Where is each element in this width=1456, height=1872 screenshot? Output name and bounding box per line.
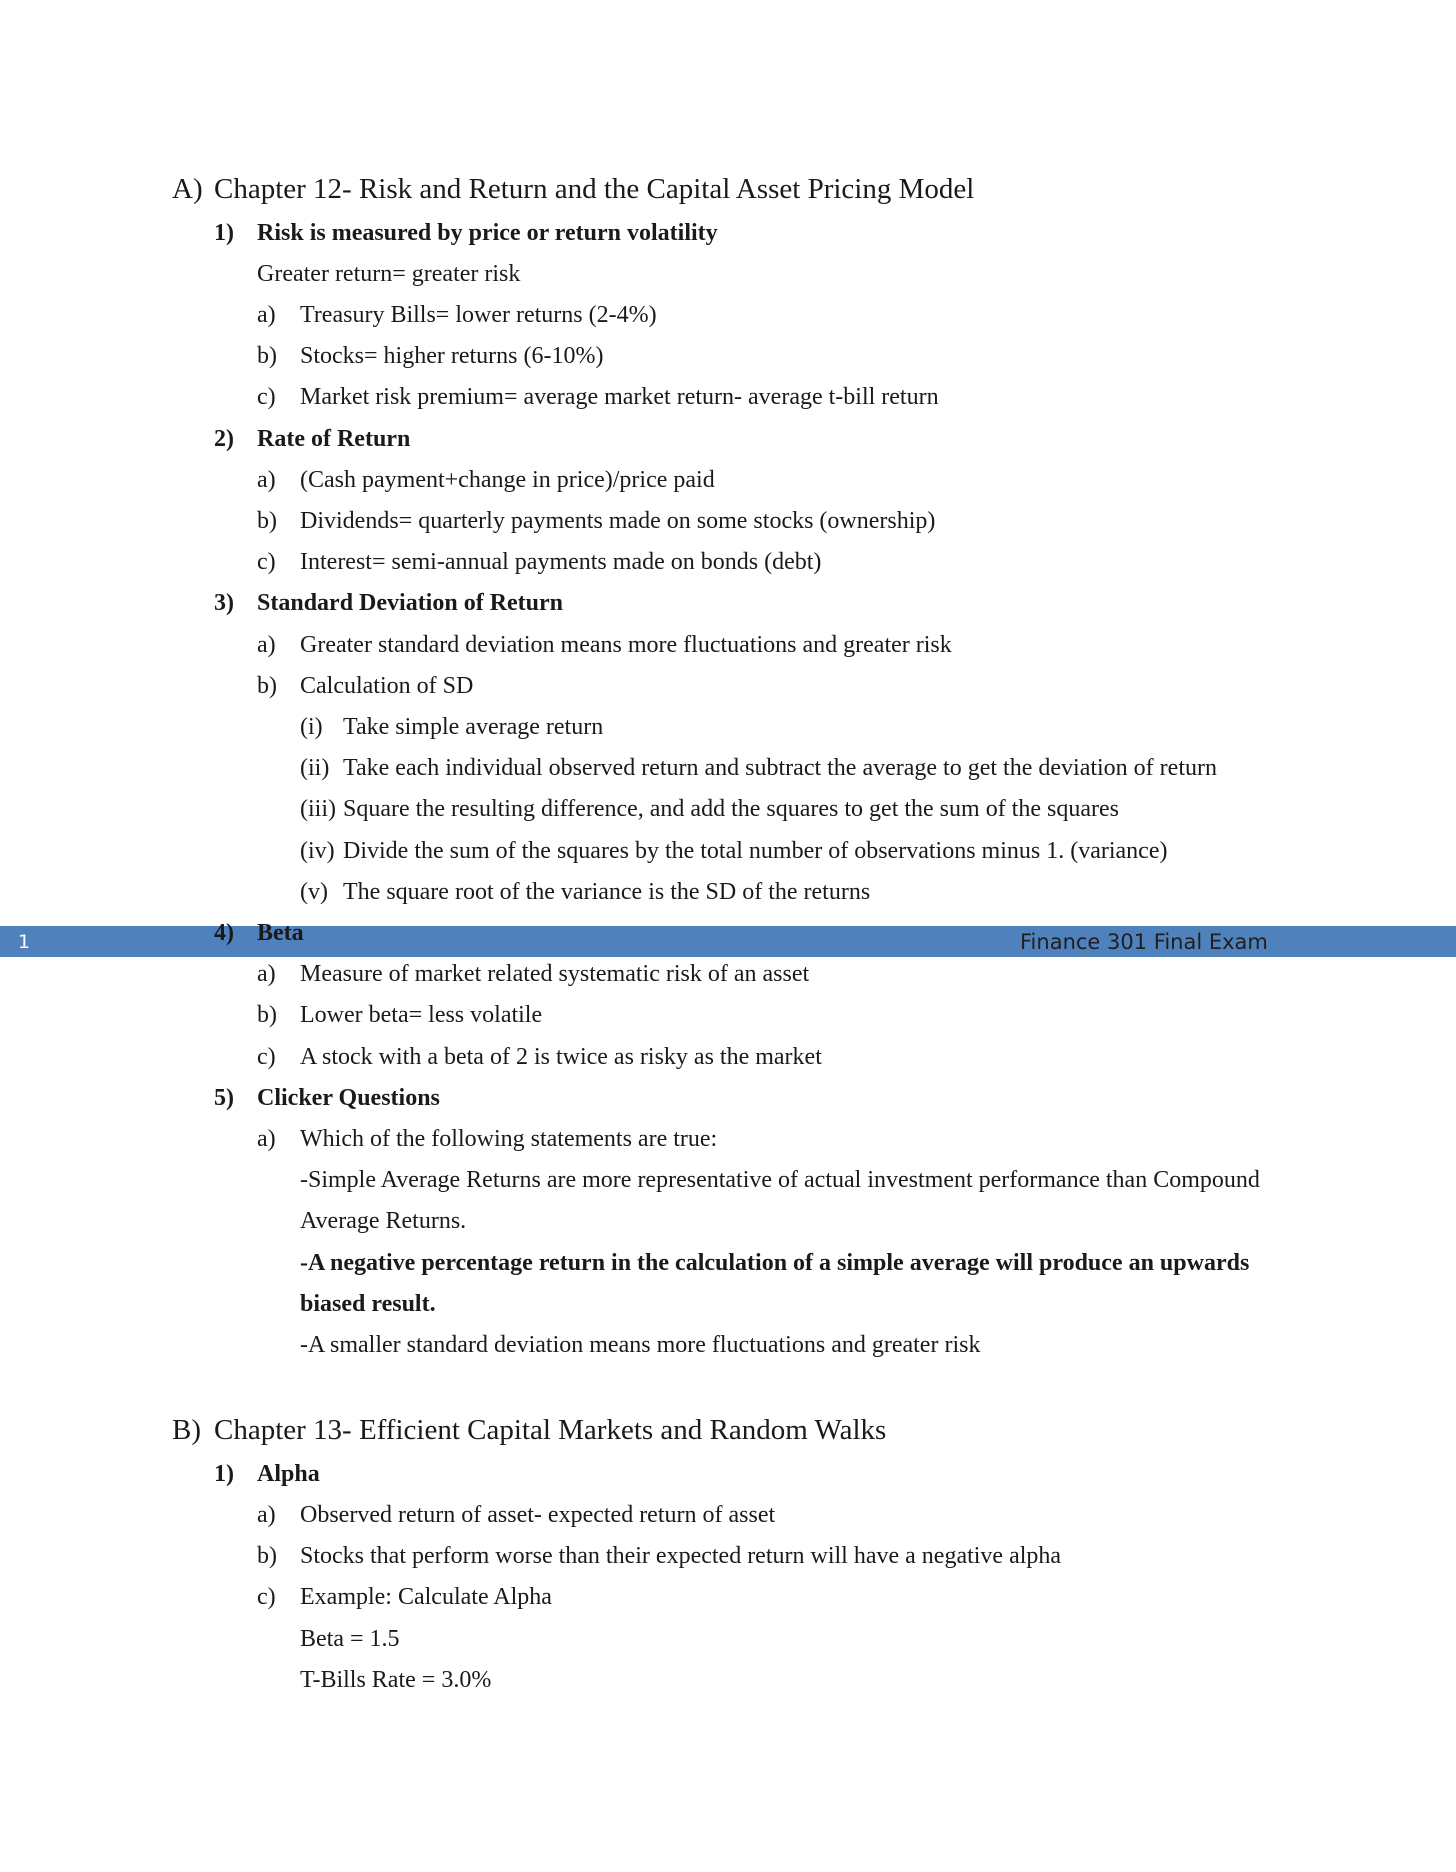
sub-text: Lower beta= less volatile (300, 1002, 543, 1028)
sub-text: Treasury Bills= lower returns (2-4%) (300, 302, 657, 328)
item-marker: 4) (214, 920, 234, 946)
item-title: Beta (257, 920, 304, 946)
sub-marker: c) (257, 384, 276, 410)
sub-marker: a) (257, 1502, 276, 1528)
item-marker: 2) (214, 426, 234, 452)
item-marker: 1) (214, 220, 234, 246)
option-text: biased result. (300, 1291, 436, 1317)
item-title: Rate of Return (257, 426, 411, 452)
step-marker: (iv) (300, 838, 335, 864)
sub-text: Interest= semi-annual payments made on bonds (debt) (300, 549, 822, 575)
sub-marker: c) (257, 1044, 276, 1070)
step-text: Divide the sum of the squares by the total number of observations minus 1. (variance) (343, 838, 1168, 864)
sub-marker: a) (257, 302, 276, 328)
example-text: Beta = 1.5 (300, 1626, 400, 1652)
sub-marker: b) (257, 673, 277, 699)
step-text: Take each individual observed return and subtract the average to get the deviation of return (343, 755, 1217, 781)
sub-text: Market risk premium= average market return- average t-bill return (300, 384, 939, 410)
page-number: 1 (18, 931, 31, 953)
item-title: Risk is measured by price or return volatility (257, 220, 718, 246)
sub-marker: a) (257, 961, 276, 987)
section-marker: B) (172, 1414, 201, 1446)
sub-text: Stocks= higher returns (6-10%) (300, 343, 604, 369)
example-text: T-Bills Rate = 3.0% (300, 1667, 492, 1693)
section-heading: Chapter 12- Risk and Return and the Capital Asset Pricing Model (214, 173, 975, 205)
sub-text: Measure of market related systematic risk of an asset (300, 961, 810, 987)
step-marker: (i) (300, 714, 323, 740)
sub-marker: a) (257, 632, 276, 658)
item-title: Clicker Questions (257, 1085, 440, 1111)
intro-text: Greater return= greater risk (257, 261, 521, 287)
sub-text: Stocks that perform worse than their expected return will have a negative alpha (300, 1543, 1062, 1569)
option-text: -Simple Average Returns are more representative of actual investment performance than Compound (300, 1167, 1260, 1193)
sub-text: Greater standard deviation means more fluctuations and greater risk (300, 632, 952, 658)
option-text: -A negative percentage return in the calculation of a simple average will produce an upwards (300, 1250, 1250, 1276)
sub-text: Which of the following statements are true: (300, 1126, 718, 1152)
step-text: The square root of the variance is the SD of the returns (343, 879, 871, 905)
item-title: Standard Deviation of Return (257, 590, 564, 616)
sub-marker: b) (257, 508, 277, 534)
step-text: Square the resulting difference, and add the squares to get the sum of the squares (343, 796, 1119, 822)
item-title: Alpha (257, 1461, 320, 1487)
item-marker: 3) (214, 590, 234, 616)
document-title: Finance 301 Final Exam (1020, 930, 1268, 954)
step-marker: (v) (300, 879, 328, 905)
step-text: Take simple average return (343, 714, 604, 740)
sub-marker: b) (257, 343, 277, 369)
sub-text: Dividends= quarterly payments made on some stocks (ownership) (300, 508, 936, 534)
section-marker: A) (172, 173, 203, 205)
step-marker: (ii) (300, 755, 330, 781)
sub-text: Observed return of asset- expected return of asset (300, 1502, 776, 1528)
sub-marker: c) (257, 1584, 276, 1610)
option-text: -A smaller standard deviation means more fluctuations and greater risk (300, 1332, 981, 1358)
sub-marker: a) (257, 467, 276, 493)
sub-marker: c) (257, 549, 276, 575)
sub-text: A stock with a beta of 2 is twice as risky as the market (300, 1044, 822, 1070)
item-marker: 1) (214, 1461, 234, 1487)
sub-marker: a) (257, 1126, 276, 1152)
section-heading: Chapter 13- Efficient Capital Markets and Random Walks (214, 1414, 887, 1446)
sub-marker: b) (257, 1002, 277, 1028)
sub-text: Example: Calculate Alpha (300, 1584, 552, 1610)
sub-text: Calculation of SD (300, 673, 474, 699)
item-marker: 5) (214, 1085, 234, 1111)
step-marker: (iii) (300, 796, 336, 822)
sub-text: (Cash payment+change in price)/price paid (300, 467, 715, 493)
option-text: Average Returns. (300, 1208, 467, 1234)
sub-marker: b) (257, 1543, 277, 1569)
